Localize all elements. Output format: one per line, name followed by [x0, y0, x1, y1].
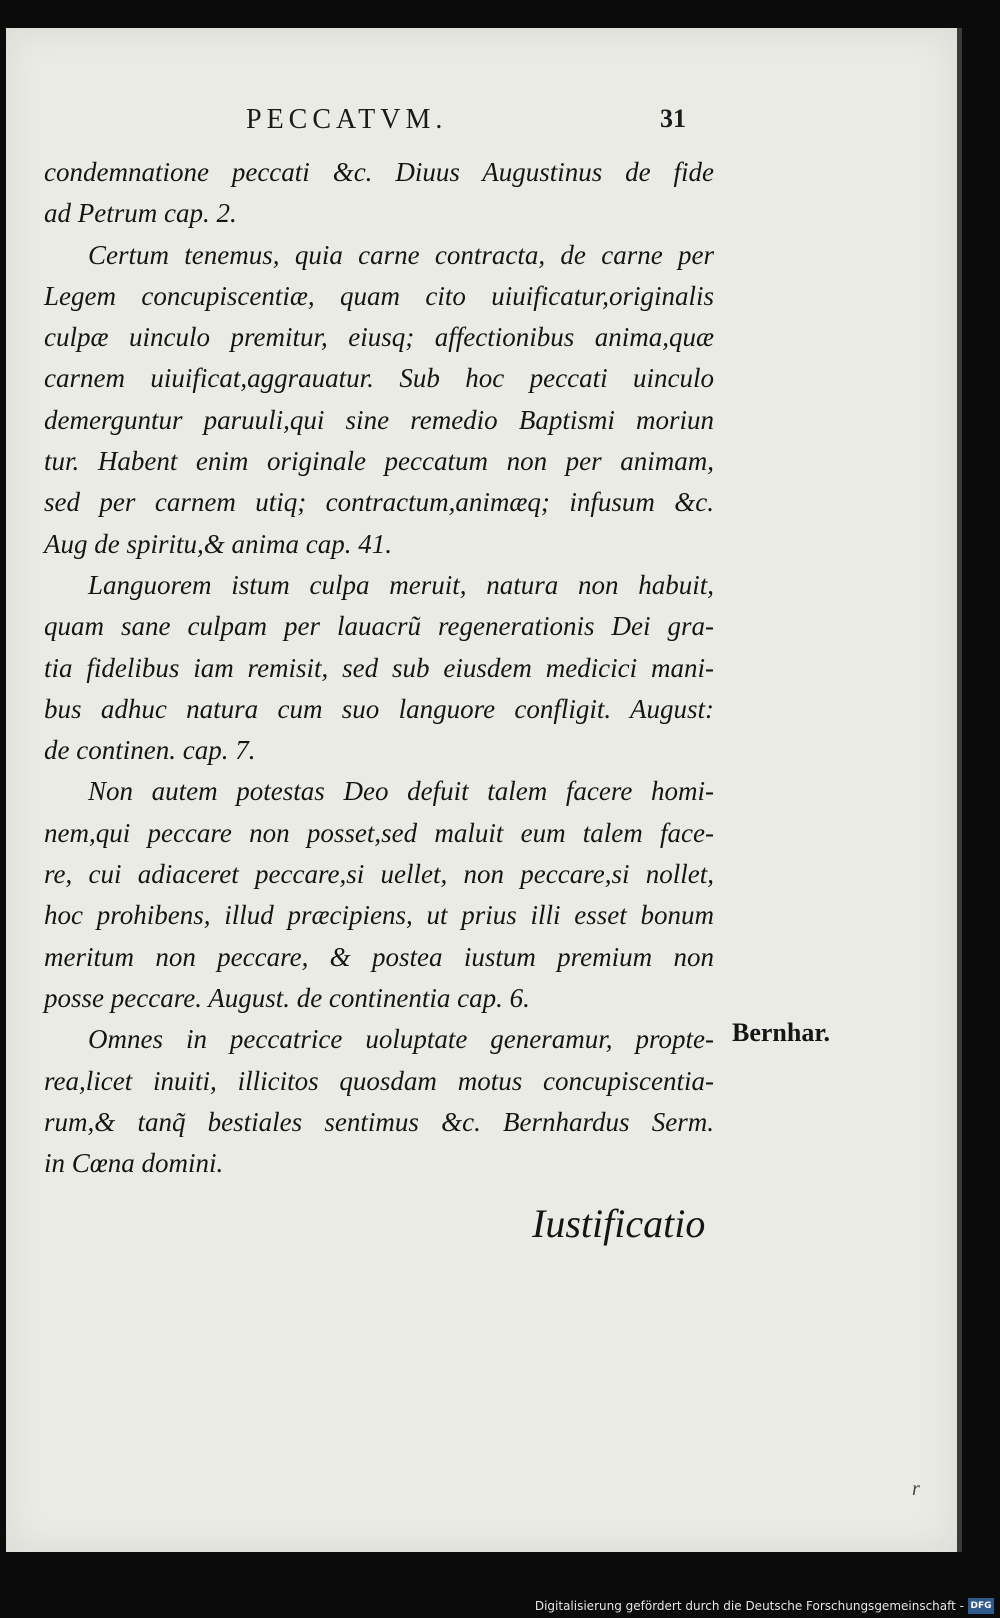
page-number: 31 [660, 104, 686, 133]
text-line: hoc prohibens, illud præcipiens, ut prius illi esset bonum [44, 900, 714, 931]
text-line: demerguntur paruuli,qui sine remedio Baptismi moriun [44, 404, 714, 435]
dfg-logo-icon: DFG [968, 1598, 994, 1614]
catchword: Iustificatio [532, 1201, 706, 1246]
text-line: Languorem istum culpa meruit, natura non habuit, [88, 569, 714, 600]
text-line: rea,licet inuiti, illicitos quosdam motus concupiscentia- [44, 1065, 714, 1096]
text-line: Certum tenemus, quia carne contracta, de carne per [88, 239, 714, 270]
text-line: culpæ uinculo premitur, eiusq; affectionibus anima,quæ [44, 322, 714, 353]
text-line: tia fidelibus iam remisit, sed sub eiusdem medicici mani- [44, 652, 714, 683]
text-line: rum,& tanq̃ bestiales sentimus &c. Bernhardus Serm. [44, 1106, 714, 1137]
text-line: in Cœna domini. [44, 1148, 224, 1179]
text-line: bus adhuc natura cum suo languore confligit. August: [44, 693, 714, 724]
running-head-title: PECCATVM. [246, 104, 448, 135]
body-text [44, 152, 714, 1184]
running-head [0, 104, 1000, 144]
footer-bar [0, 1596, 1000, 1618]
text-line: sed per carnem utiq; contractum,animæq; infusum &c. [44, 487, 714, 518]
text-line: posse peccare. August. de continentia cap. 6. [44, 982, 530, 1013]
text-line: Non autem potestas Deo defuit talem facere homi- [88, 776, 714, 807]
text-line: Legem concupiscentiæ, quam cito uiuificatur,originalis [44, 280, 714, 311]
text-line: meritum non peccare, & postea iustum premium non [44, 941, 714, 972]
text-line: ad Petrum cap. 2. [44, 198, 237, 229]
marginal-note: Bernhar. [732, 1018, 830, 1047]
text-line: nem,qui peccare non posset,sed maluit eum talem face- [44, 817, 714, 848]
page-edge [957, 28, 962, 1552]
footer-credit: Digitalisierung gefördert durch die Deutsche Forschungsgemeinschaft - [534, 1599, 964, 1613]
text-line: quam sane culpam per lauacrũ regenerationis Dei gra- [44, 611, 714, 642]
text-line: de continen. cap. 7. [44, 735, 256, 766]
text-line: Aug de spiritu,& anima cap. 41. [44, 528, 392, 559]
text-line: tur. Habent enim originale peccatum non per animam, [44, 446, 714, 477]
text-line: re, cui adiaceret peccare,si uellet, non peccare,si nollet, [44, 859, 714, 890]
text-line: condemnatione peccati &c. Diuus Augustinus de fide [44, 157, 714, 187]
stray-mark: r [912, 1478, 920, 1500]
text-line: carnem uiuificat,aggrauatur. Sub hoc peccati uinculo [44, 363, 714, 394]
text-line: Omnes in peccatrice uoluptate generamur, propte- [88, 1024, 714, 1055]
